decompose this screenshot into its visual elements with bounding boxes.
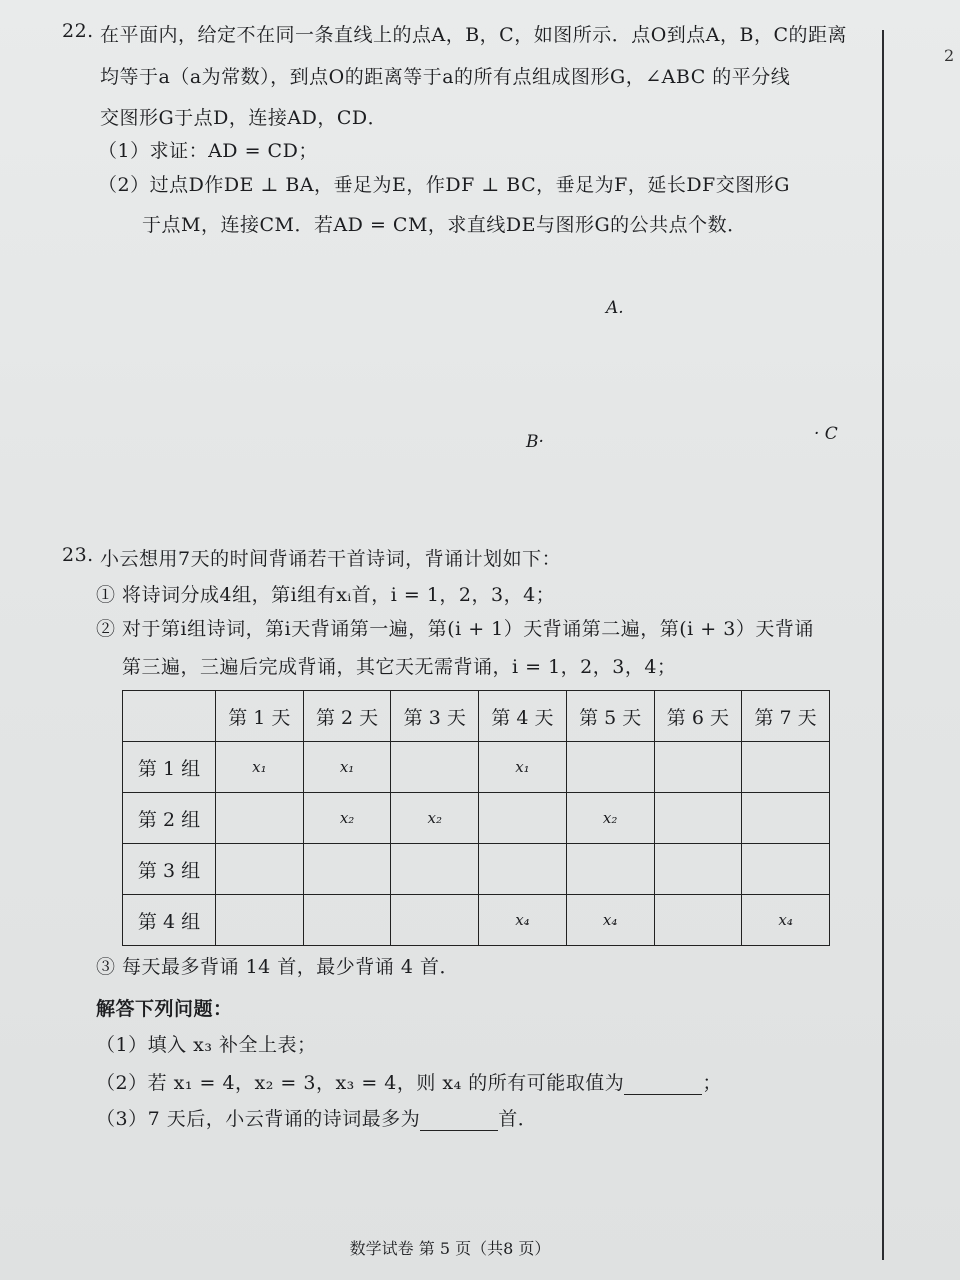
q23-rule-1: ① 将诗词分成4组，第i组有xᵢ首，i = 1，2，3，4； <box>96 584 556 606</box>
table-header-cell: 第 2 天 <box>303 691 391 742</box>
table-cell <box>479 844 567 895</box>
page-footer: 数学试卷 第 5 页（共8 页） <box>349 1239 551 1258</box>
table-cell <box>391 742 479 793</box>
table-row <box>123 844 830 895</box>
binding-margin-line <box>882 30 884 1260</box>
table-cell: x₂ <box>303 793 391 844</box>
table-header-cell: 第 5 天 <box>566 691 654 742</box>
q23-sub-2-text: （2）若 x₁ = 4，x₂ = 3，x₃ = 4，则 x₄ 的所有可能取值为 <box>96 1072 625 1094</box>
table-header-cell: 第 6 天 <box>654 691 742 742</box>
q22-line-2: 均等于a（a为常数），到点O的距离等于a的所有点组成图形G，∠ABC 的平分线 <box>100 66 791 88</box>
table-cell <box>303 895 391 946</box>
point-c-label: · C <box>814 424 838 444</box>
table-cell: x₂ <box>391 793 479 844</box>
table-cell <box>742 742 830 793</box>
table-row <box>123 895 830 946</box>
table-header-row <box>123 691 830 742</box>
table-header-cell: 第 4 天 <box>479 691 567 742</box>
table-cell: x₄ <box>566 895 654 946</box>
table-cell <box>216 895 304 946</box>
table-row-header: 第 3 组 <box>123 844 216 895</box>
q22-number: 22. <box>62 20 94 42</box>
point-a-label: A. <box>606 298 624 318</box>
table-cell <box>479 793 567 844</box>
q23-rule-2a: ② 对于第i组诗词，第i天背诵第一遍，第(i + 1）天背诵第二遍，第(i + 3）天背诵 <box>96 618 814 640</box>
q23-sub-3 <box>96 1104 537 1131</box>
q22-part-2a: （2）过点D作DE ⊥ BA，垂足为E，作DF ⊥ BC，垂足为F，延长DF交图形G <box>98 174 790 196</box>
table-cell: x₄ <box>479 895 567 946</box>
table-row-header: 第 1 组 <box>123 742 216 793</box>
table-cell: x₂ <box>566 793 654 844</box>
table-cell <box>566 742 654 793</box>
table-cell: x₁ <box>216 742 304 793</box>
table-row <box>123 742 830 793</box>
answer-blank-2[interactable] <box>624 1072 702 1095</box>
table-cell <box>216 844 304 895</box>
q23-intro: 小云想用7天的时间背诵若干首诗词，背诵计划如下： <box>100 548 562 570</box>
table-cell <box>391 895 479 946</box>
table-cell: x₁ <box>479 742 567 793</box>
q23-number: 23. <box>62 544 94 566</box>
q23-sub-2 <box>96 1068 722 1095</box>
q23-rule-2b: 第三遍，三遍后完成背诵，其它天无需背诵，i = 1，2，3，4； <box>122 656 677 678</box>
point-b-label: B· <box>526 432 544 452</box>
q23-sub-3-text: （3）7 天后，小云背诵的诗词最多为 <box>96 1108 421 1130</box>
edge-page-mark: 2 <box>944 46 955 65</box>
table-cell <box>654 742 742 793</box>
table-row-header: 第 4 组 <box>123 895 216 946</box>
table-cell <box>216 793 304 844</box>
table-cell: x₁ <box>303 742 391 793</box>
answer-blank-3[interactable] <box>420 1108 498 1131</box>
q23-sub-3-suffix: 首． <box>498 1108 538 1130</box>
table-header-cell: 第 1 天 <box>216 691 304 742</box>
table-cell <box>742 844 830 895</box>
q23-sub-2-suffix: ； <box>702 1072 722 1094</box>
table-header-cell: 第 7 天 <box>742 691 830 742</box>
table-cell <box>654 793 742 844</box>
q22-part-1: （1）求证：AD = CD； <box>98 140 318 162</box>
table-cell <box>654 844 742 895</box>
q23-answer-heading: 解答下列问题： <box>96 998 233 1020</box>
table-header-cell: 第 3 天 <box>391 691 479 742</box>
table-cell <box>303 844 391 895</box>
q22-part-2b: 于点M，连接CM．若AD = CM，求直线DE与图形G的公共点个数． <box>142 214 747 236</box>
q22-line-3: 交图形G于点D，连接AD，CD． <box>100 107 388 129</box>
table-cell <box>566 844 654 895</box>
table-cell: x₄ <box>742 895 830 946</box>
recitation-plan-table <box>122 690 830 946</box>
table-row <box>123 793 830 844</box>
table-cell <box>742 793 830 844</box>
table-cell <box>654 895 742 946</box>
table-cell <box>391 844 479 895</box>
q22-line-1: 在平面内，给定不在同一条直线上的点A，B，C，如图所示．点O到点A，B，C的距离 <box>100 24 848 46</box>
table-header-cell <box>123 691 216 742</box>
table-row-header: 第 2 组 <box>123 793 216 844</box>
q23-rule-3: ③ 每天最多背诵 14 首，最少背诵 4 首． <box>96 956 459 978</box>
q23-sub-1: （1）填入 x₃ 补全上表； <box>96 1034 317 1056</box>
